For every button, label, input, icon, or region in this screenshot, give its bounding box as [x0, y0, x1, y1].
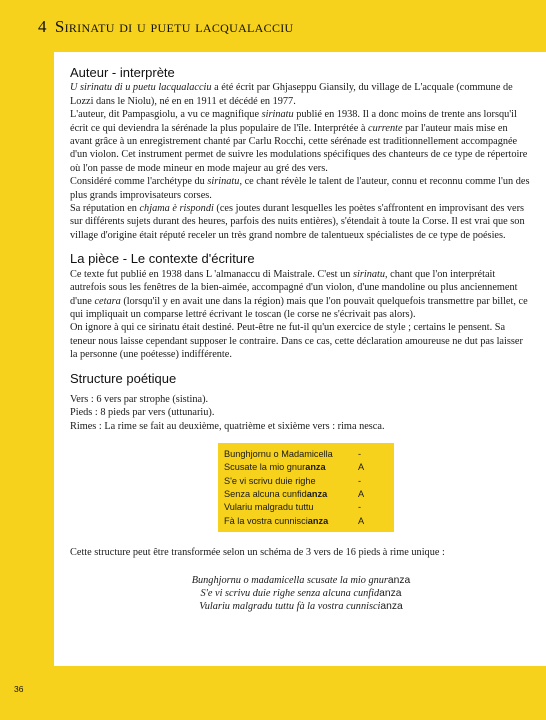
verse-rhyme-box: [218, 443, 394, 532]
verse-line: Vulariu malgradu tuttu -: [224, 501, 388, 514]
author-paragraph-3: Considéré comme l'archétype du sirinatu, ce chant révèle le talent de l'auteur, connu et reconnu comme l'un des plus grands improvisateurs corses.: [70, 176, 530, 201]
chapter-title: [38, 17, 294, 37]
rhyme-marker: -: [358, 475, 362, 486]
chapter-number: 4: [38, 17, 47, 36]
verse-line: Scusate la mio gnuranza A: [224, 461, 388, 474]
verse-line: Bunghjornu o Madamicella -: [224, 448, 388, 461]
section-heading-piece: La pièce - Le contexte d'écriture: [70, 251, 255, 267]
piece-paragraph-2: On ignore à qui ce sirinatu était destiné. Peut-être ne fut-il qu'un exercice de style ; certains le pensent. Sa teneur nous laisse cependant supposer le contraire. Dans ce cas, cette déclaration amoureuse ne dut pas laisser la personne (une poétesse) indifférente.: [70, 322, 523, 361]
author-paragraph-1: U sirinatu di u puetu lacqualacciu a été écrit par Ghjaseppu Giansily, du village de L'acquale (commune de Lozzi dans le Niolu), né en en 1911 et décédé en 1977.: [70, 82, 513, 107]
rhyme-marker: A: [358, 462, 365, 473]
final-poem-line: Vulariu malgradu tuttu fà la vostra cunniscianza: [199, 600, 403, 612]
rhyme-marker: -: [358, 449, 362, 460]
final-poem: [70, 575, 532, 613]
page-number: 36: [14, 684, 24, 694]
page-body: [54, 52, 546, 666]
structure-rimes: Rimes : La rime se fait au deuxième, quatrième et sixième vers : rima nesca.: [70, 420, 385, 432]
rhyme-marker: A: [358, 515, 365, 526]
section-heading-author: Auteur - interprète: [70, 65, 175, 80]
structure-intro: Cette structure peut être transformée selon un schéma de 3 vers de 16 pieds à rime unique :: [70, 546, 445, 558]
content-column: [70, 66, 532, 614]
chapter-header: [0, 0, 546, 52]
chapter-title-text: Sirinatu di u puetu lacqualacciu: [54, 17, 294, 36]
author-paragraph-4: Sa réputation en chjama è rispondi (ces joutes durant lesquelles les poètes s'affrontent en improvisant des vers sur différents sujets durant des heures, parfois des nuits entières), s'étendait à toute la Corse. Il est vrai que son village d'origine était réputé receler un très grand nombre de talentueux spécialistes de ce type de poésies.: [70, 203, 525, 241]
structure-pieds: Pieds : 8 pieds par vers (uttunariu).: [70, 407, 215, 419]
structure-vers: Vers : 6 vers par strophe (sistina).: [70, 393, 209, 405]
final-poem-line: Bunghjornu o madamicella scusate la mio gnuranza: [191, 575, 411, 587]
rhyme-marker: A: [358, 489, 365, 500]
rhyme-marker: -: [358, 502, 362, 513]
verse-line: Senza alcuna cunfidanza A: [224, 488, 388, 501]
section-heading-structure: Structure poétique: [70, 370, 177, 386]
final-poem-line: S'e vi scrivu duie righe senza alcuna cunfidanza: [200, 588, 402, 600]
verse-line: S'e vi scrivu duie righe -: [224, 475, 388, 488]
author-paragraph-2: L'auteur, dit Pampasgiolu, a vu ce magnifique sirinatu publié en 1938. Il a donc moins de trente ans lorsqu'il écrit ce qui deviendra la sérénade la plus populaire de l'île. Interprétée à currente par l'auteur mais mise en avant grâce à un enregistrement chanté par Carlu Rocchi, cette sérénade est traditionnellement accompagnée d'un violon. Cet instrument permet de suivre les modulations spécifiques des chanteurs de ce type de répertoire où l'on passe de mode mineur en mode majeur au gré des vers.: [70, 109, 528, 174]
verse-line: Fà la vostra cunniscianza A: [224, 515, 388, 528]
piece-paragraph-1: Ce texte fut publié en 1938 dans L 'almanaccu di Maistrale. C'est un sirinatu, chant que l'on interprétait autrefois sous les fenêtres de la bien-aimée, accompagné d'un violon, d'une mandoline ou plus anciennement d'une cetara (lorsqu'il y en avait une dans la région) mais que l'on pouvait quelquefois transmettre par billet, ce qui impliquait un comparse lettré écrivant le toscan (le corse ne s'écrivait pas alors).: [70, 268, 528, 320]
